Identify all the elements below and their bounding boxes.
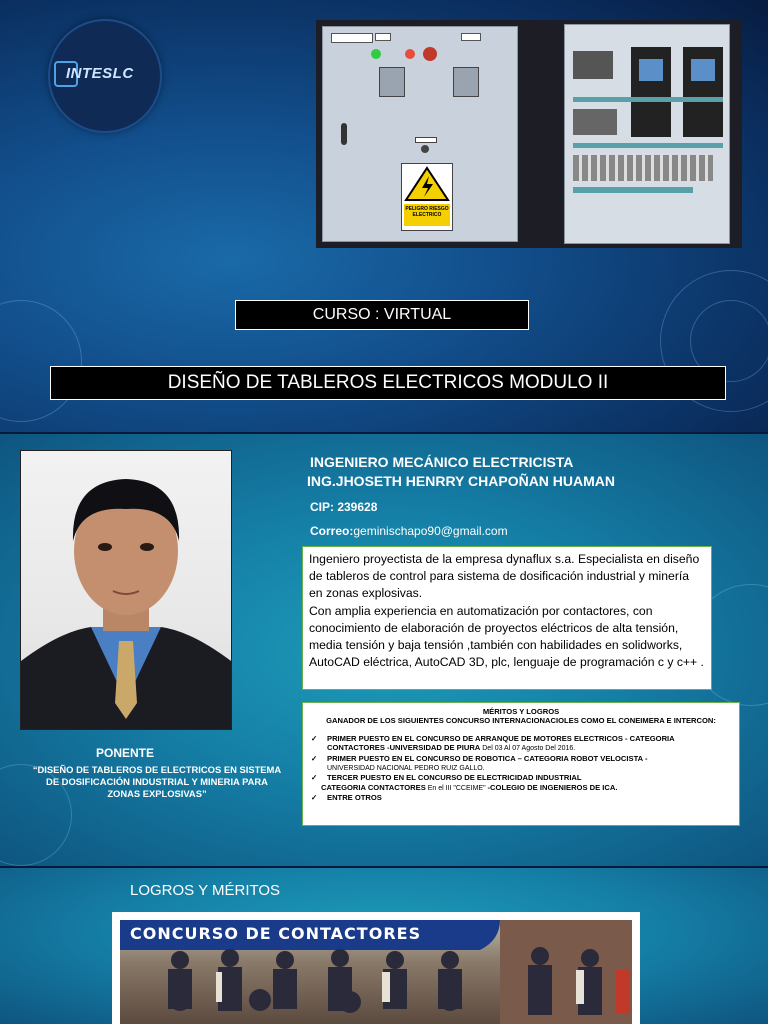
merit-item: ✓ PRIMER PUESTO EN EL CONCURSO DE ARRANQUE DE MOTORES ELECTRICOS - CATEGORIA CONTACTORES -UNIVERSIDAD DE PIURA Del 03 Al 07 Agosto Del 2016. — [311, 733, 675, 753]
speaker-photo — [20, 450, 232, 730]
green-pilot-light — [371, 49, 381, 59]
merits-box — [302, 702, 740, 826]
course-mode-banner: CURSO : VIRTUAL — [235, 300, 529, 330]
terminal-block-icon — [573, 155, 713, 181]
speaker-bio: Ingeniero proyectista de la empresa dynaflux s.a. Especialista en diseño de tableros de control para sistema de dosificación industrial y minería en zonas explosivas. Con amplia experiencia en automatización por contactores, con conocimiento de elaboración de proyectos eléctricos de alta tensión, media tensión y baja tensión ,también con habilidades en solidworks, AutoCAD eléctrica, AutoCAD 3D, plc, lenguaje de programación c y c++ . — [302, 546, 712, 690]
checkmark-icon: ✓ — [311, 733, 318, 743]
warning-sign: PELIGRO RIESGO ELECTRICO — [401, 163, 453, 231]
email-link[interactable]: geminischapo90@gmail.com — [353, 524, 508, 538]
slide-course-cover — [0, 0, 768, 432]
speaker-cip: CIP: 239628 — [310, 500, 378, 514]
merits-intro: GANADOR DE LOS SIGUIENTES CONCURSO INTERNACIONACIOLES COMO EL CONEIMERA E INTERCON: — [326, 716, 716, 726]
breaker-icon — [573, 51, 613, 79]
panel-door — [322, 26, 518, 242]
speaker-email-row — [310, 524, 508, 538]
red-pilot-light — [405, 49, 415, 59]
company-logo — [48, 19, 162, 133]
slide-achievements — [0, 868, 768, 1024]
logo-text: INTESLC — [66, 65, 134, 82]
checkmark-icon: ✓ — [311, 793, 318, 803]
drive-unit-icon — [631, 47, 671, 137]
contest-banner-text: CONCURSO DE CONTACTORES — [130, 924, 422, 943]
ponente-label: PONENTE — [95, 746, 154, 760]
stop-button-icon — [423, 47, 437, 61]
decorative-ring — [0, 300, 82, 422]
checkmark-icon: ✓ — [311, 773, 318, 783]
ponente-caption: “DISEÑO DE TABLEROS DE ELECTRICOS EN SISTEMA DE DOSIFICACIÓN INDUSTRIAL Y MINERIA PARA ZONAS EXPLOSIVAS” — [32, 764, 282, 799]
door-handle-icon — [341, 123, 347, 145]
slide-speaker-profile — [0, 434, 768, 866]
speaker-portrait-icon — [21, 451, 231, 729]
merit-item: ✓ PRIMER PUESTO EN EL CONCURSO DE ROBOTICA – CATEGORIA ROBOT VELOCISTA - UNIVERSIDAD NACIONAL PEDRO RUIZ GALLO. — [311, 753, 648, 773]
email-label: Correo: — [310, 524, 354, 538]
selector-switch-icon — [421, 145, 429, 153]
speaker-name: ING.JHOSETH HENRRY CHAPOÑAN HUAMAN — [307, 473, 616, 489]
drive-unit-icon — [683, 47, 723, 137]
merits-title: MÉRITOS Y LOGROS — [482, 707, 560, 716]
course-title-banner: DISEÑO DE TABLEROS ELECTRICOS MODULO II — [50, 366, 726, 400]
contactor-icon — [573, 109, 617, 135]
meter-icon — [453, 67, 479, 97]
electrical-panel-image — [316, 20, 742, 248]
contest-photo — [112, 912, 640, 1024]
panel-interior — [564, 24, 730, 244]
speaker-profession: INGENIERO MECÁNICO ELECTRICISTA — [310, 454, 574, 470]
merit-item: ✓ TERCER PUESTO EN EL CONCURSO DE ELECTRICIDAD INDUSTRIAL CATEGORIA CONTACTORES En el III "CCEIME" -COLEGIO DE INGENIEROS DE ICA. — [311, 773, 618, 792]
merit-item: ✓ ENTRE OTROS — [311, 793, 382, 803]
checkmark-icon: ✓ — [311, 753, 318, 763]
high-voltage-warning-icon — [402, 164, 452, 204]
achievements-heading: LOGROS Y MÉRITOS — [130, 882, 281, 899]
meter-icon — [379, 67, 405, 97]
